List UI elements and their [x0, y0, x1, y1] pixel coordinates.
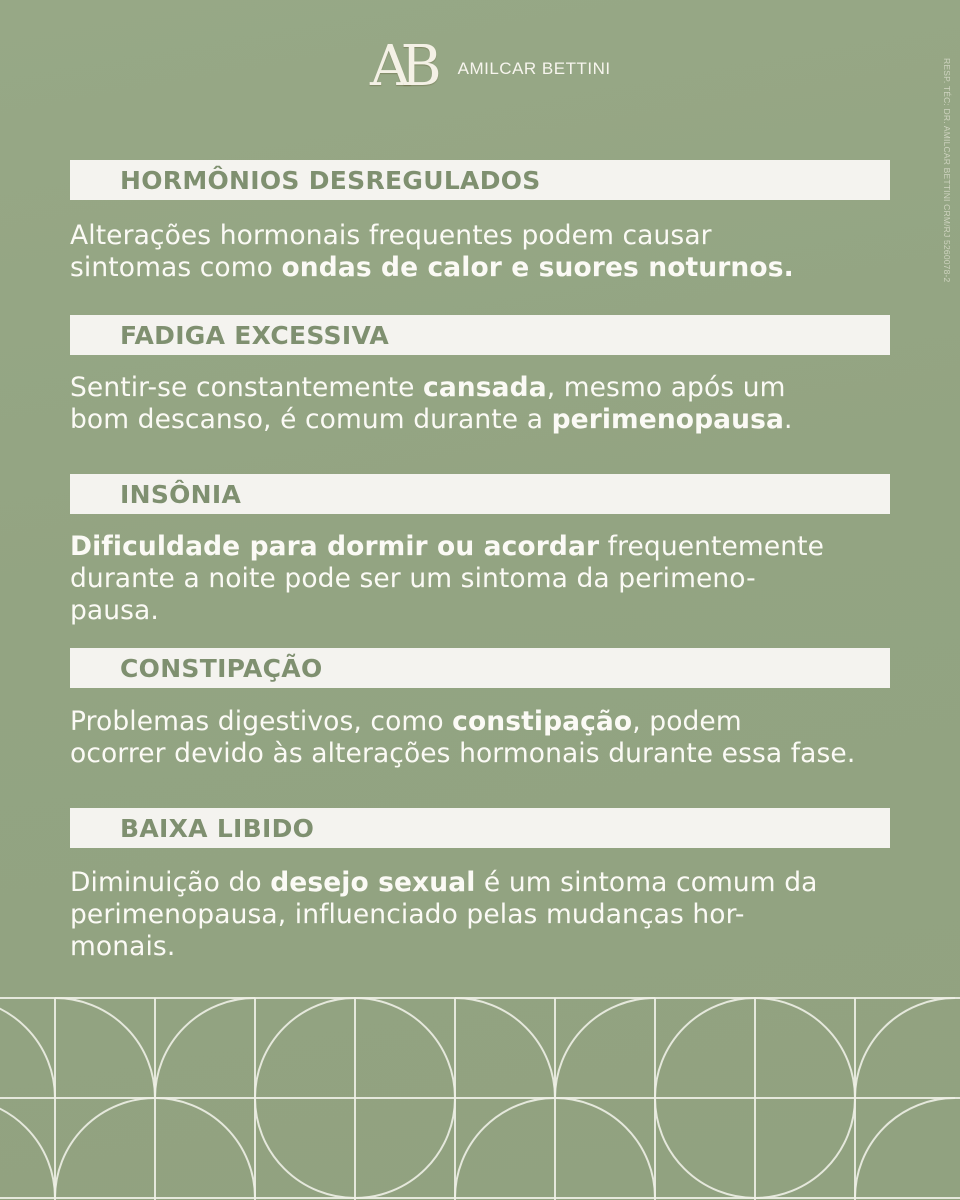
text-line: ocorrer devido às alterações hormonais durante essa fase. — [70, 738, 856, 769]
text-line: perimenopausa, influenciado pelas mudanças hor- — [70, 899, 745, 930]
text-line — [70, 867, 900, 899]
section-title: CONSTIPAÇÃO — [120, 653, 323, 683]
text-bold: ondas de calor e suores noturnos. — [281, 252, 794, 283]
text-bold: constipação — [452, 706, 633, 737]
section-title: INSÔNIA — [120, 479, 242, 509]
brand-name: AMILCAR BETTINI — [457, 59, 611, 78]
monogram-a: A — [370, 34, 401, 99]
section-text — [70, 867, 900, 963]
text-run: sintomas como — [70, 252, 282, 283]
section-title-bar — [70, 808, 890, 848]
text-run: . — [784, 404, 793, 435]
text-line — [70, 252, 900, 284]
text-bold: perimenopausa — [551, 404, 784, 435]
text-line — [70, 531, 900, 563]
text-run: Problemas digestivos, como — [70, 706, 453, 737]
section-text — [70, 706, 900, 770]
section-title-bar — [70, 474, 890, 514]
text-run: é um sintoma comum da — [475, 867, 818, 898]
section-text — [70, 372, 900, 436]
section-title: HORMÔNIOS DESREGULADOS — [120, 165, 541, 195]
section-text — [70, 531, 900, 627]
section-title-bar — [70, 315, 890, 355]
text-bold: desejo sexual — [270, 867, 476, 898]
text-run: , mesmo após um — [546, 372, 786, 403]
section-title-bar — [70, 648, 890, 688]
section-title-bar — [70, 160, 890, 200]
brand-logo — [370, 36, 611, 102]
ab-monogram — [370, 34, 432, 99]
text-run: frequentemente — [599, 531, 825, 562]
section-title: BAIXA LIBIDO — [120, 813, 315, 843]
text-line — [70, 372, 900, 404]
text-run: , podem — [632, 706, 742, 737]
geometric-pattern — [0, 996, 960, 1200]
text-bold: cansada — [423, 372, 547, 403]
text-run: bom descanso, é comum durante a — [70, 404, 552, 435]
text-line: pausa. — [70, 595, 159, 626]
text-line: Alterações hormonais frequentes podem causar — [70, 220, 712, 251]
text-bold: Dificuldade para dormir ou acordar — [70, 531, 600, 562]
text-line — [70, 706, 900, 738]
text-run: Sentir-se constantemente — [70, 372, 424, 403]
section-text — [70, 220, 900, 284]
text-line: durante a noite pode ser um sintoma da perimeno- — [70, 563, 756, 594]
section-title: FADIGA EXCESSIVA — [120, 320, 390, 350]
monogram-b: B — [400, 34, 432, 99]
text-line: monais. — [70, 931, 176, 962]
text-run: Diminuição do — [70, 867, 271, 898]
credit-line: RESP. TÉC: DR. AMILCAR BETTINI CRM/RJ 5260078-2 — [942, 58, 952, 283]
text-line — [70, 404, 900, 436]
